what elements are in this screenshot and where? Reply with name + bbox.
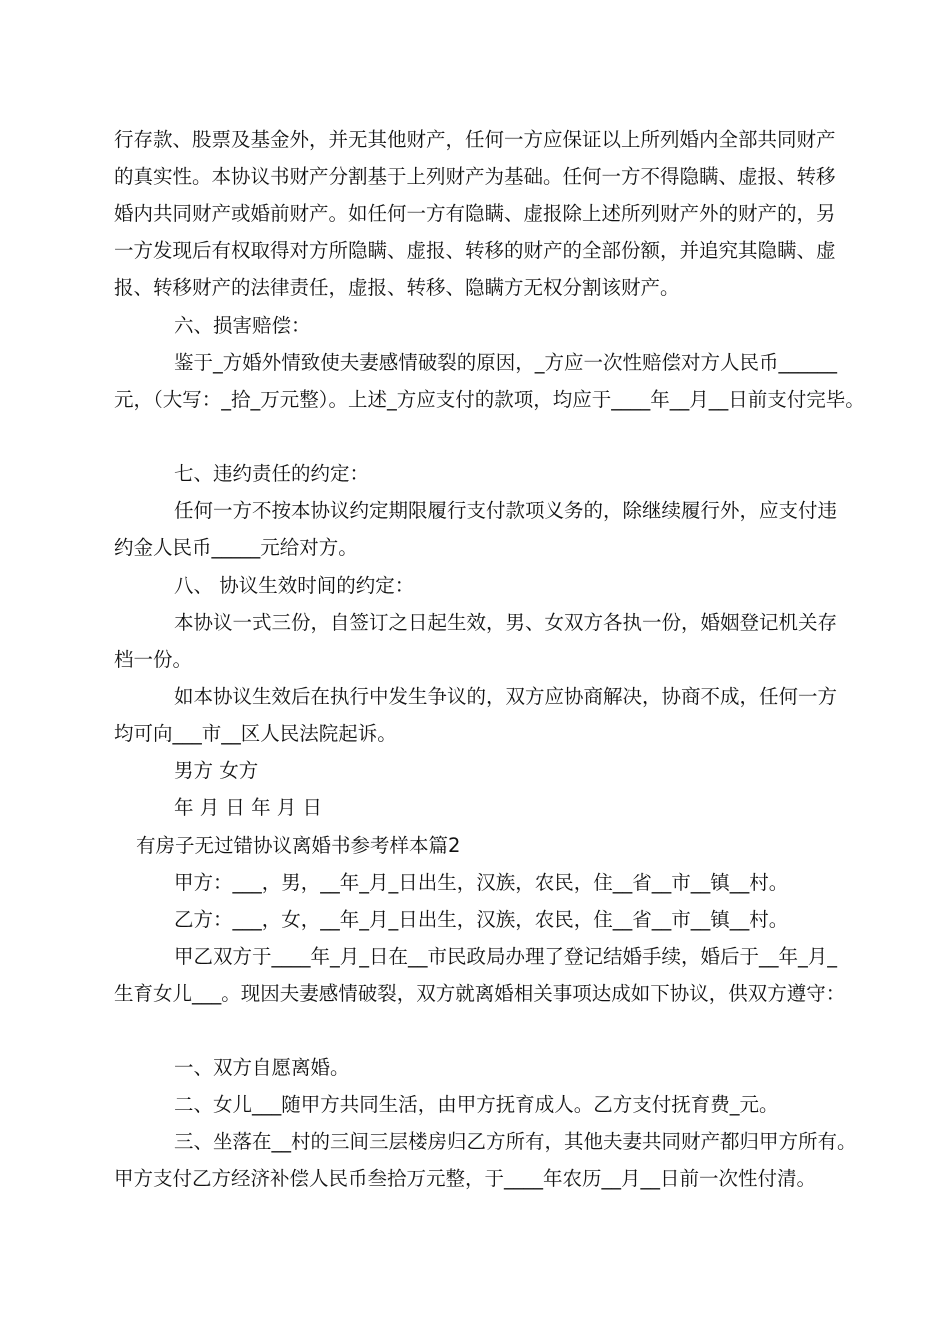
- signature-parties: 男方 女方: [174, 759, 259, 782]
- paragraph-line: 行存款、股票及基金外，并无其他财产，任何一方应保证以上所列婚内全部共同财产: [114, 128, 836, 151]
- paragraph-line: 如本协议生效后在执行中发生争议的，双方应协商解决，协商不成，任何一方: [174, 685, 838, 708]
- paragraph-line: 甲乙双方于____年_月_日在__市民政局办理了登记结婚手续，婚后于__年_月_: [174, 945, 838, 968]
- paragraph-line: 均可向___市__区人民法院起诉。: [114, 722, 397, 745]
- party-a-line: 甲方：___，男，__年_月_日出生，汉族，农民，住__省__市__镇__村。: [174, 871, 789, 894]
- clause-line: 三、坐落在__村的三间三层楼房归乙方所有，其他夫妻共同财产都归甲方所有。: [174, 1130, 857, 1153]
- signature-dates: 年 月 日 年 月 日: [174, 796, 322, 819]
- clause-line: 二、女儿___随甲方共同生活，由甲方抚育成人。乙方支付抚育费_元。: [174, 1093, 779, 1116]
- section-title: 有房子无过错协议离婚书参考样本篇2: [136, 834, 461, 857]
- section-heading: 七、违约责任的约定：: [174, 462, 370, 485]
- clause-line: 一、双方自愿离婚。: [174, 1056, 350, 1079]
- paragraph-line: 报、转移财产的法律责任，虚报、转移、隐瞒方无权分割该财产。: [114, 276, 680, 299]
- party-b-line: 乙方：___，女，__年_月_日出生，汉族，农民，住__省__市__镇__村。: [174, 908, 789, 931]
- paragraph-line: 本协议一式三份，自签订之日起生效，男、女双方各执一份，婚姻登记机关存: [174, 611, 838, 634]
- paragraph-line: 的真实性。本协议书财产分割基于上列财产为基础。任何一方不得隐瞒、虚报、转移: [114, 165, 836, 188]
- paragraph-line: 约金人民币_____元给对方。: [114, 536, 358, 559]
- paragraph-line: 生育女儿___。现因夫妻感情破裂，双方就离婚相关事项达成如下协议，供双方遵守：: [114, 982, 846, 1005]
- paragraph-line: 档一份。: [114, 648, 193, 671]
- paragraph-line: 婚内共同财产或婚前财产。如任何一方有隐瞒、虚报除上述所列财产外的财产的，另: [114, 202, 836, 225]
- section-heading: 六、损害赔偿：: [174, 314, 311, 337]
- paragraph-line: 一方发现后有权取得对方所隐瞒、虚报、转移的财产的全部份额，并追究其隐瞒、虚: [114, 239, 836, 262]
- paragraph-line: 甲方支付乙方经济补偿人民币叁拾万元整，于____年农历__月__日前一次性付清。: [114, 1167, 817, 1190]
- paragraph-line: 元，（大写：_拾_万元整）。上述_方应支付的款项，均应于____年__月__日前支付完毕。: [114, 388, 865, 411]
- paragraph-line: 任何一方不按本协议约定期限履行支付款项义务的，除继续履行外，应支付违: [174, 499, 838, 522]
- section-heading: 八、 协议生效时间的约定：: [174, 574, 415, 597]
- paragraph-line: 鉴于_方婚外情致使夫妻感情破裂的原因，_方应一次性赔偿对方人民币______: [174, 351, 838, 374]
